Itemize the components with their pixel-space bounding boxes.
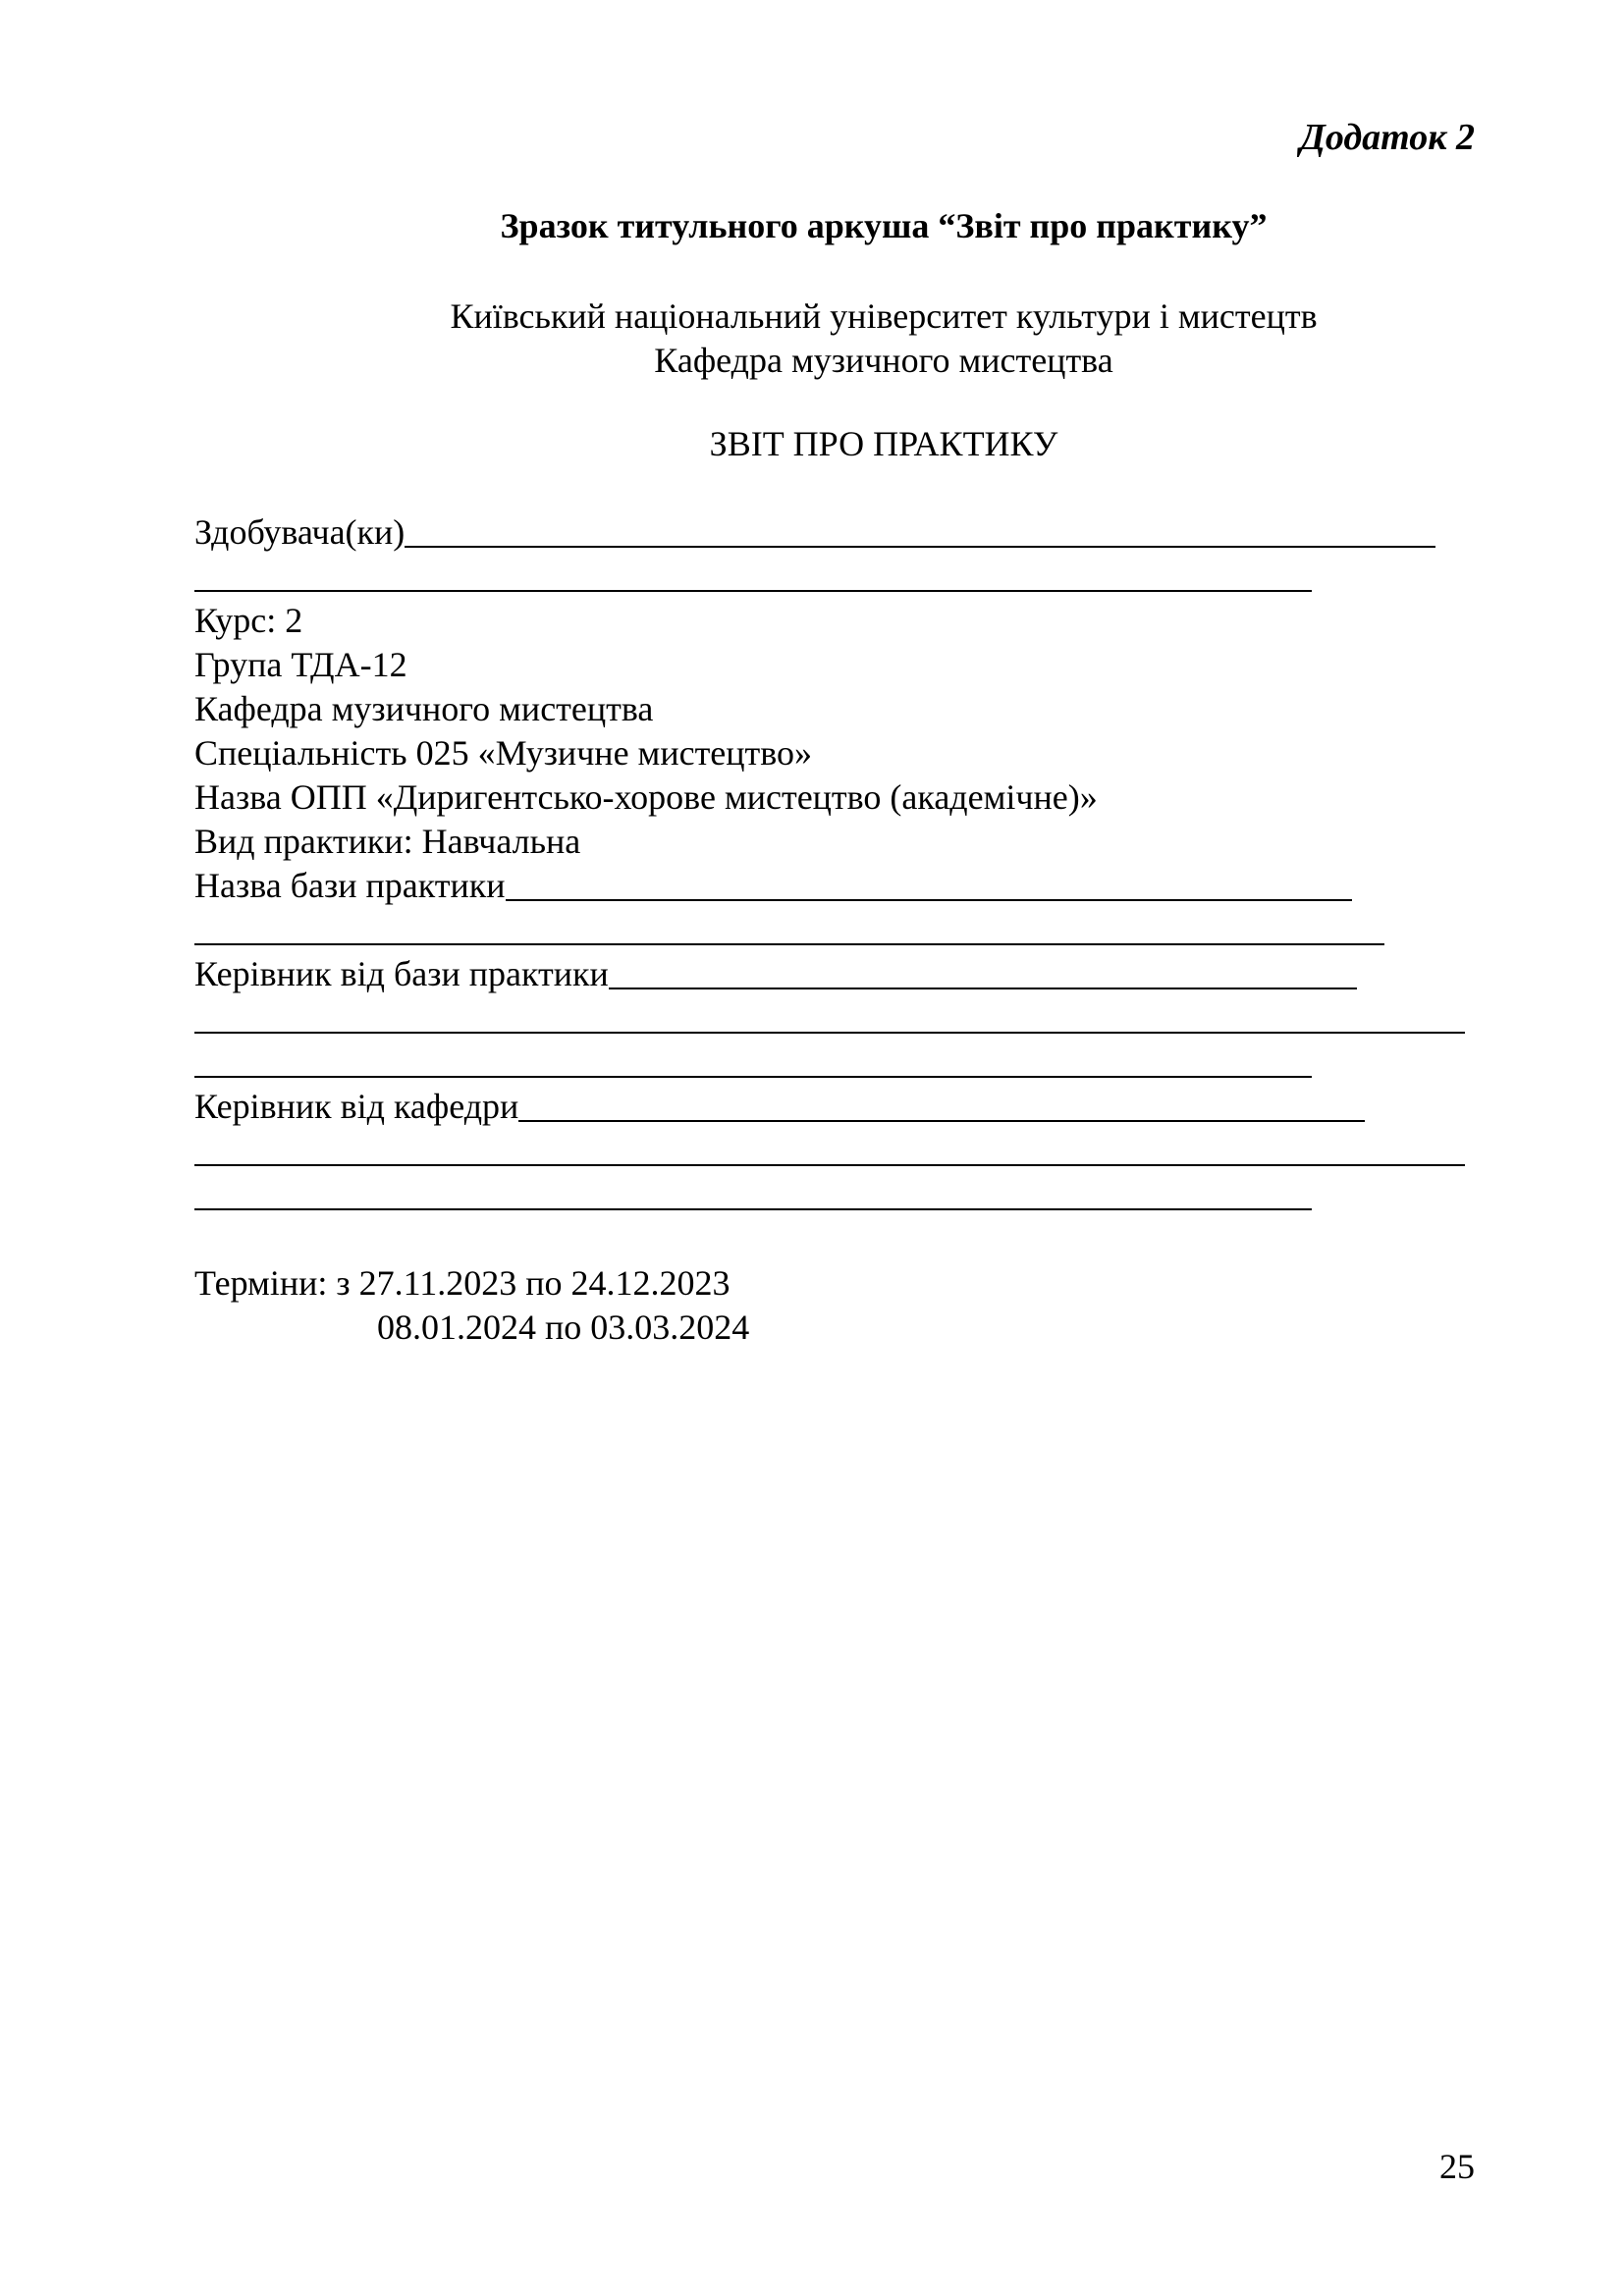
specialty-row	[194, 731, 1471, 775]
base-supervisor-fill-line-2[interactable]	[194, 996, 1465, 1034]
department-text: Кафедра музичного мистецтва	[194, 689, 654, 728]
department-supervisor-row-continuation-2	[194, 1173, 1471, 1217]
base-name-fill-line[interactable]	[506, 864, 1352, 901]
department-supervisor-fill-line-2[interactable]	[194, 1129, 1465, 1166]
department-supervisor-fill-line[interactable]	[518, 1085, 1365, 1122]
department-supervisor-label: Керівник від кафедри	[194, 1087, 519, 1126]
base-name-row-continuation	[194, 908, 1471, 952]
base-name-label: Назва бази практики	[194, 866, 506, 905]
base-supervisor-fill-line[interactable]	[609, 952, 1357, 989]
group-text: Група ТДА-12	[194, 645, 407, 684]
terms-line-2: 08.01.2024 по 03.03.2024	[377, 1308, 750, 1347]
base-supervisor-fill-line-3[interactable]	[194, 1041, 1312, 1078]
practice-type-text: Вид практики: Навчальна	[194, 822, 581, 861]
report-title: ЗВІТ ПРО ПРАКТИКУ	[709, 424, 1058, 463]
course-text: Курс: 2	[194, 601, 303, 640]
program-text: Назва ОПП «Диригентсько-хорове мистецтво (академічне)»	[194, 777, 1098, 817]
student-row-continuation	[194, 555, 1471, 599]
appendix-label: Додаток 2	[1299, 117, 1475, 158]
sample-title: Зразок титульного аркуша “Звіт про практику”	[500, 206, 1268, 245]
base-name-row	[194, 864, 1471, 908]
student-label: Здобувача(ки)	[194, 512, 406, 552]
base-supervisor-row-continuation	[194, 996, 1471, 1041]
base-supervisor-label: Керівник від бази практики	[194, 954, 609, 993]
student-row	[194, 510, 1471, 555]
department-supervisor-row-continuation	[194, 1129, 1471, 1173]
student-fill-line[interactable]	[405, 510, 1435, 548]
department-row	[194, 687, 1471, 731]
department-name: Кафедра музичного мистецтва	[654, 341, 1113, 380]
practice-terms	[194, 1261, 749, 1350]
department-supervisor-row	[194, 1085, 1471, 1129]
terms-line-1: Терміни: з 27.11.2023 по 24.12.2023	[194, 1263, 731, 1303]
specialty-text: Спеціальність 025 «Музичне мистецтво»	[194, 733, 813, 773]
student-fill-line-2[interactable]	[194, 555, 1312, 592]
base-supervisor-row-continuation-2	[194, 1041, 1471, 1085]
report-form	[194, 510, 1471, 1217]
university-name: Київський національний університет культури і мистецтв	[450, 296, 1318, 336]
program-row	[194, 775, 1471, 820]
base-name-fill-line-2[interactable]	[194, 908, 1384, 945]
practice-type-row	[194, 820, 1471, 864]
base-supervisor-row	[194, 952, 1471, 996]
department-supervisor-fill-line-3[interactable]	[194, 1173, 1312, 1210]
course-row	[194, 599, 1471, 643]
page-number: 25	[1439, 2147, 1475, 2186]
group-row	[194, 643, 1471, 687]
